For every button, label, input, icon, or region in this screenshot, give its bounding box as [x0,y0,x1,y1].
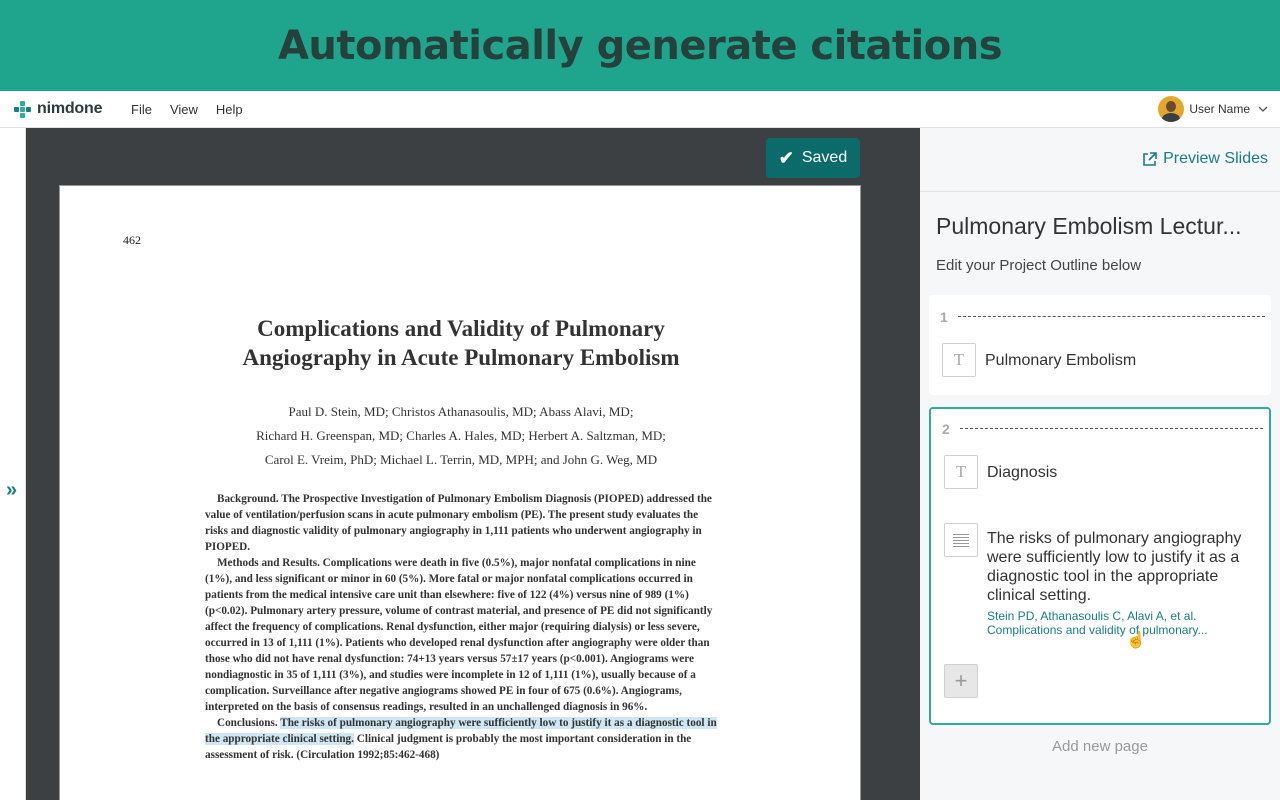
nimdone-logo-icon [14,101,31,118]
saved-button[interactable] [766,138,860,178]
abstract-conclusions [205,715,720,763]
citation-line: Complications and validity of pulmonary... [987,623,1208,637]
conclusions-lead: Conclusions. [217,717,278,729]
project-subtitle: Edit your Project Outline below [936,257,1142,274]
user-name: User Name [1189,102,1250,116]
add-new-page-button[interactable]: Add new page [1052,738,1148,755]
slide-body-text: The risks of pulmonary angiography were sufficiently low to justify it as a diagnostic tool in the appropriate clinical setting. [987,530,1242,604]
highlighted-text[interactable]: The risks of pulmonary angiography were sufficiently low to justify it as a diagnostic tool in the appropriate clinical setting. [205,717,717,745]
author-line: Richard H. Greenspan, MD; Charles A. Hales, MD; Herbert A. Saltzman, MD; [256,428,666,443]
document-viewer[interactable] [26,128,920,800]
text-icon: T [942,343,976,377]
menu-bar [0,91,1280,128]
author-line: Carol E. Vreim, PhD; Michael L. Terrin, MD, MPH; and John G. Weg, MD [264,452,658,467]
left-sidebar-collapsed [0,128,26,800]
menu-file[interactable]: File [131,101,152,117]
user-menu[interactable] [1158,96,1268,122]
outline-slide-2[interactable] [929,407,1271,725]
pdf-page[interactable] [59,185,861,800]
menu-view[interactable]: View [169,101,198,117]
external-link-icon [1142,152,1157,167]
document-abstract[interactable] [205,491,720,763]
slide-title[interactable]: Diagnosis [987,464,1058,481]
slide-title-item[interactable] [944,455,1057,489]
slide-number: 2 [942,421,950,437]
document-title-line: Complications and Validity of Pulmonary [257,316,665,341]
plus-icon: + [954,668,968,693]
document-title-line: Angiography in Acute Pulmonary Embolism [242,345,680,370]
outline-slide-1[interactable] [929,295,1271,395]
chevron-down-icon [1258,106,1268,112]
preview-slides-button[interactable] [1142,150,1268,168]
avatar [1158,96,1184,122]
abstract-methods: Methods and Results. Complications were death in five (0.5%), major nonfatal complications in nine (1%), and less significant or minor in 60 (5%). More fatal or major nonfatal complications occurred in patients from the medical intensive care unit than elsewhere: five of 122 (4%) versus nine of 989 (1%) (p<0.02). Pulmonary artery pressure, volume of contrast material, and presence of PE did not significantly affect the frequency of complications. Renal dysfunction, either major (requiring dialysis) or less severe, occurred in 13 of 1,111 (1%). Patients who developed renal dysfunction after angiography were older than those who did not have renal dysfunction: 74+13 years versus 57±17 years (p<0.001). Angiograms were nondiagnostic in 35 of 1,111 (3%), and studies were incomplete in 12 of 1,111 (1%), usually because of a complication. Surveillance after negative angiograms showed PE in four of 675 (0.6%). Angiograms, interpreted on the basis of consensus readings, resulted in an unchallenged diagnosis in 96%. [205,557,713,713]
slide-divider [958,316,1265,317]
saved-label: Saved [801,149,848,166]
slide-divider [960,428,1263,429]
brand-logo[interactable] [14,100,122,118]
slide-number: 1 [940,309,948,325]
panel-header [920,128,1280,192]
brand-name: nimdone [37,100,103,117]
double-chevron-right-icon[interactable]: » [6,479,18,501]
project-title[interactable]: Pulmonary Embolism Lectur... [936,213,1242,239]
add-item-button[interactable] [944,664,978,698]
slide-body[interactable] [987,529,1257,637]
citation-line: Stein PD, Athanasoulis C, Alavi A, et al. [987,609,1197,623]
check-icon: ✔ [778,147,794,168]
abstract-background: Background. The Prospective Investigation of Pulmonary Embolism Diagnosis (PIOPED) addressed the value of ventilation/perfusion scans in acute pulmonary embolism (PE). The present study evaluates the risks and diagnostic validity of pulmonary angiography in 1,111 patients who underwent angiography in PIOPED. [205,493,712,553]
menu-help[interactable]: Help [215,101,243,117]
citation-link[interactable] [987,609,1257,637]
banner-title: Automatically generate citations [277,22,1003,69]
promo-banner [0,0,1280,91]
page-number: 462 [123,233,141,247]
outline-panel [920,128,1280,800]
document-title [60,314,862,372]
author-line: Paul D. Stein, MD; Christos Athanasoulis, MD; Abass Alavi, MD; [288,404,634,419]
document-authors [60,400,862,472]
slide-title[interactable]: Pulmonary Embolism [985,352,1137,369]
preview-slides-label: Preview Slides [1163,150,1268,167]
hand-cursor-icon: ☝ [1126,632,1146,649]
conclusions-rest: Clinical judgment is probably the most important consideration in the assessment of risk. (Circulation 1992;85:462-468) [205,733,692,761]
slide-body-item[interactable] [944,523,1257,637]
text-icon: T [944,455,978,489]
paragraph-icon [944,523,978,557]
slide-title-item[interactable] [942,343,1136,377]
